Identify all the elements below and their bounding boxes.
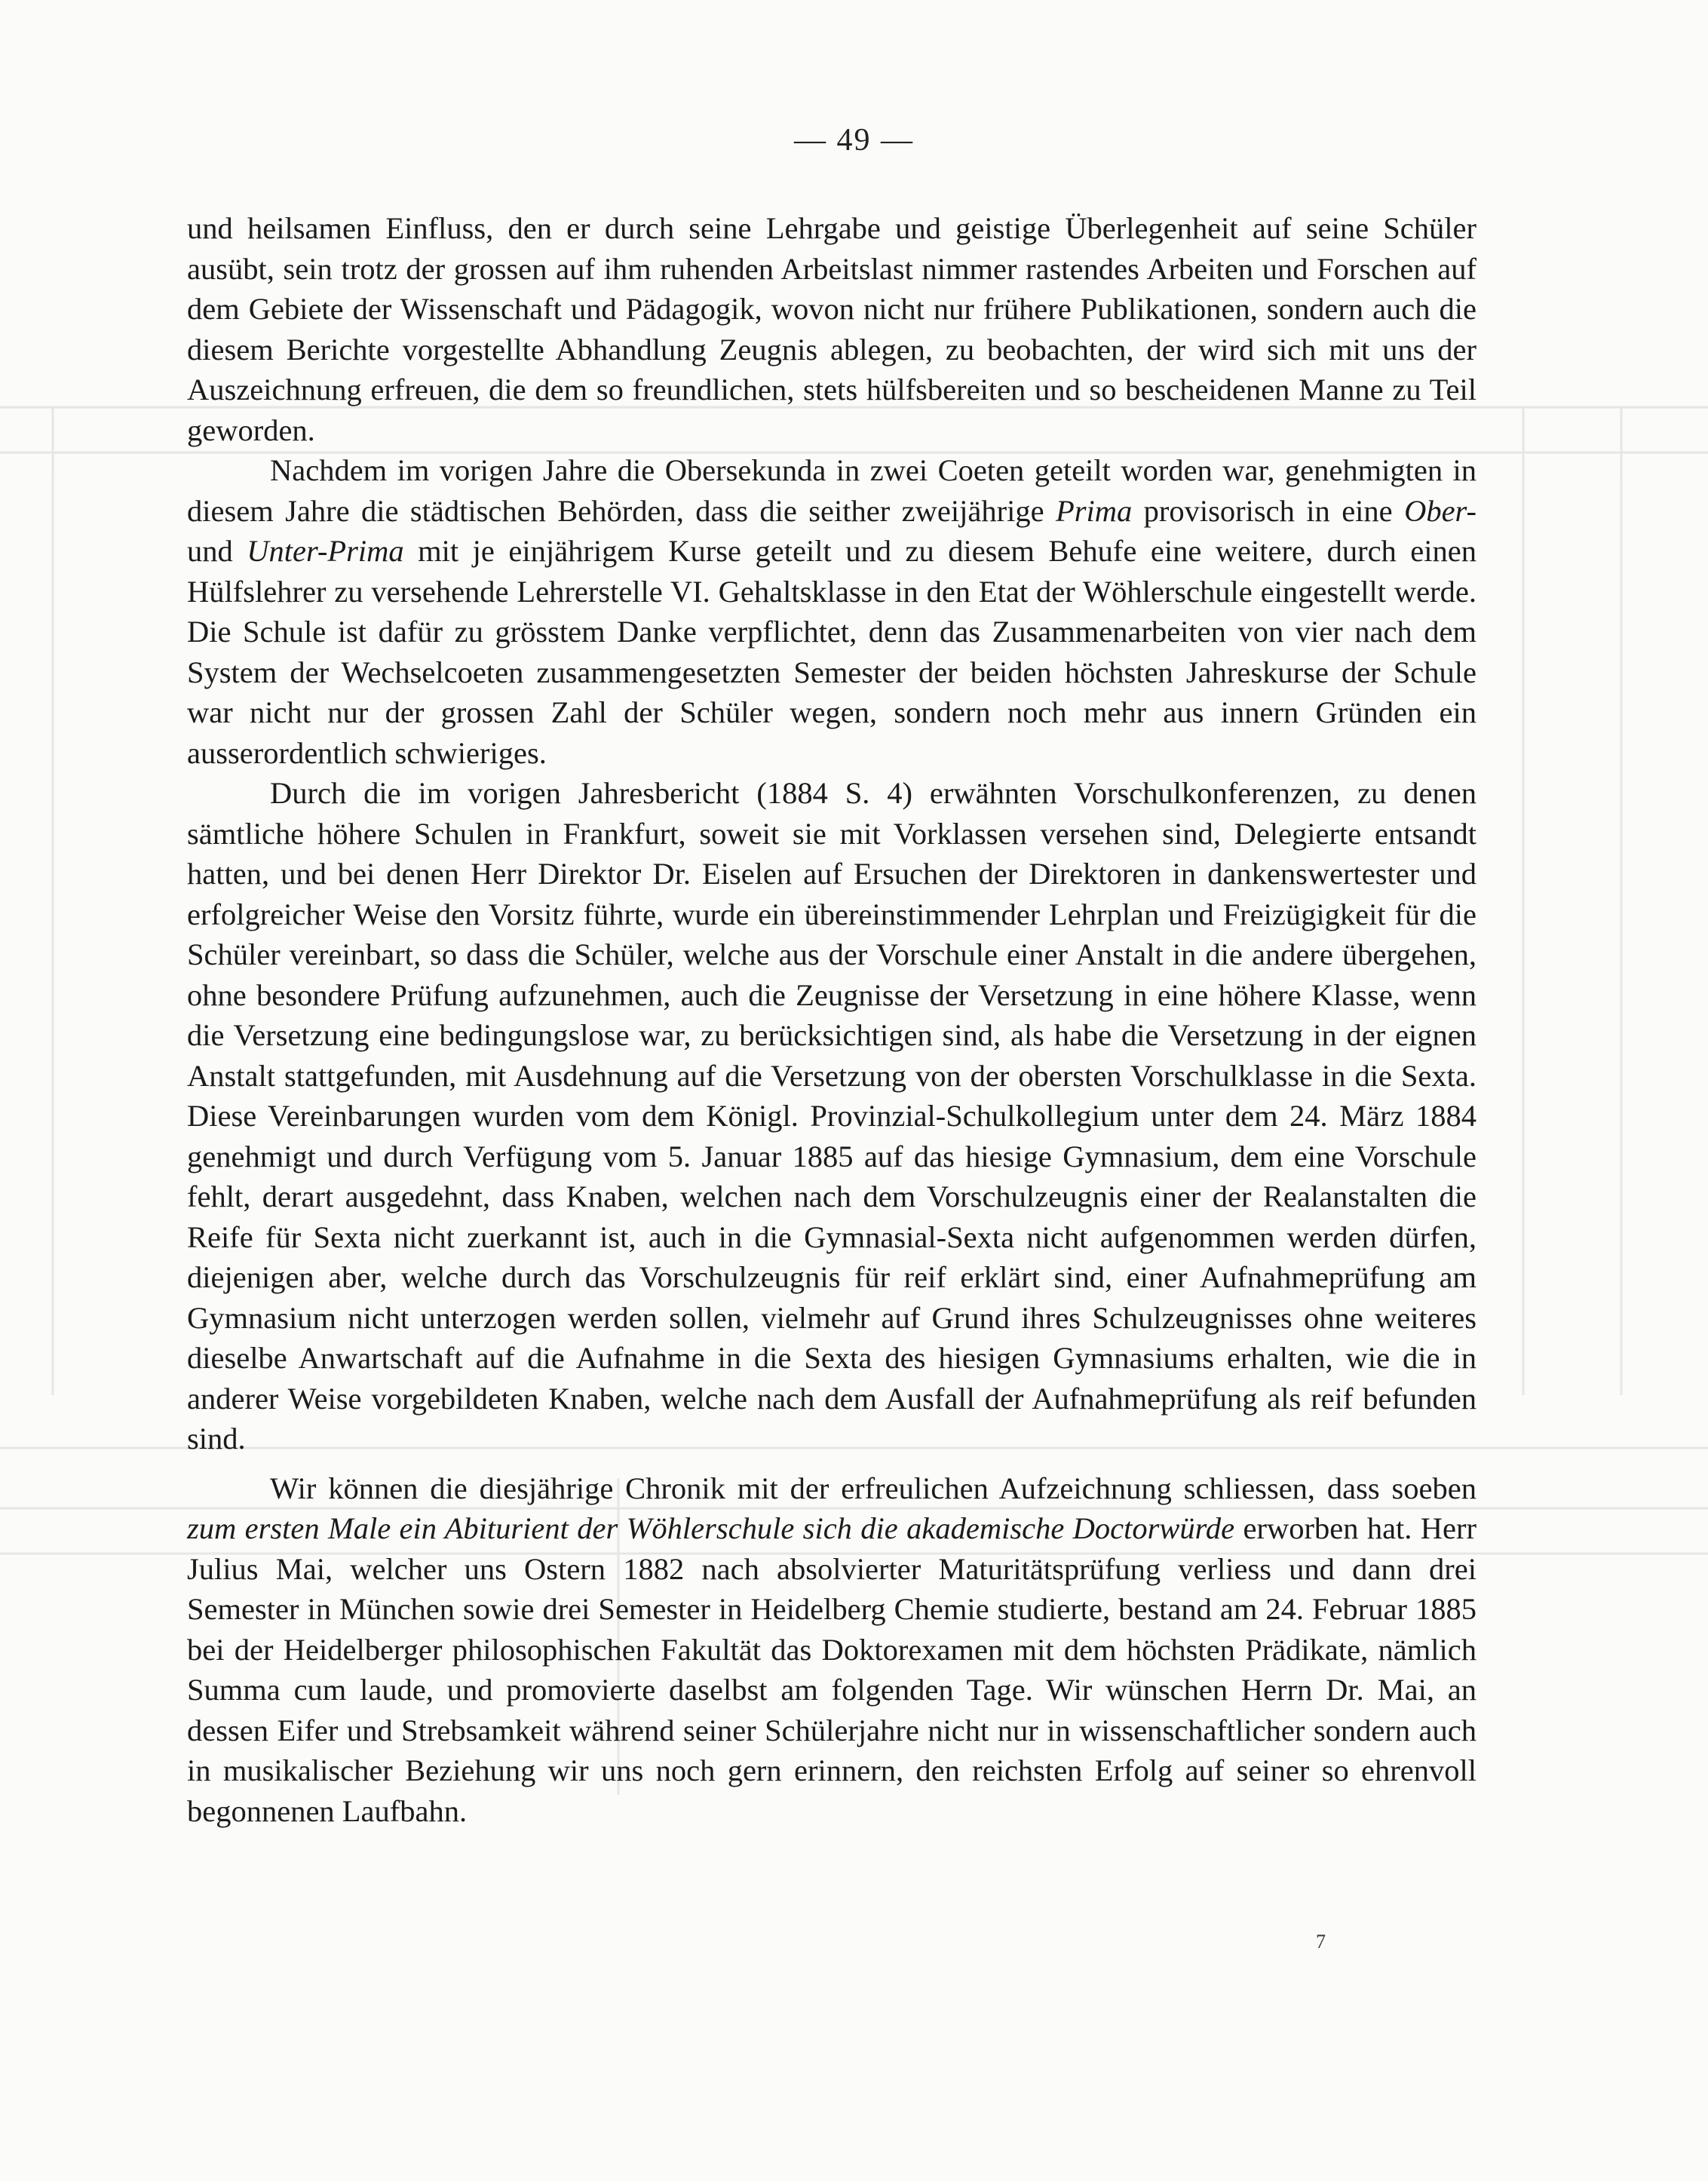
paragraph-text: Wir können die diesjährige Chronik mit der erfreulichen Aufzeichnung schliessen, dass soeben [270, 1471, 1476, 1505]
italic-term-unter-prima: Unter-Prima [247, 534, 404, 568]
italic-term-ober: Ober- [1404, 493, 1476, 528]
paragraph-2 [187, 450, 1476, 773]
italic-emphasis: zum ersten Male ein Abiturient der Wöhlerschule sich die akademische Doctorwürde [187, 1511, 1235, 1545]
paragraph-text: und [187, 534, 247, 568]
italic-term-prima: Prima [1055, 493, 1133, 528]
body-text [187, 208, 1476, 1831]
paragraph-4 [187, 1468, 1476, 1832]
page-number: — 49 — [794, 123, 914, 158]
paragraph-text: erworben hat. Herr Julius Mai, welcher uns Ostern 1882 nach absolvierter Maturitätsprüfung verliess und dann drei Semester in München sowie drei Semester in Heidelberg Chemie studierte, bestand am 24. Februar 1885 bei der Heidelberger philosophischen Fakultät das Doktorexamen mit dem höchsten Prädikate, nämlich Summa cum laude, und promovierte daselbst am folgenden Tage. Wir wünschen Herrn Dr. Mai, an dessen Eifer und Strebsamkeit während seiner Schülerjahre nicht nur in wissenschaftlicher sondern auch in musikalischer Beziehung wir uns noch gern erinnern, den reichsten Erfolg auf seiner so ehrenvoll begonnenen Laufbahn. [187, 1511, 1476, 1828]
paragraph-3 [187, 773, 1476, 1459]
signature-mark: 7 [1316, 1931, 1326, 1952]
paragraph-1 [187, 208, 1476, 450]
paragraph-text: provisorisch in eine [1132, 493, 1405, 528]
paragraph-text: Durch die im vorigen Jahresbericht (1884 S. 4) erwähnten Vorschulkonferenzen, zu denen sämtliche höhere Schulen in Frankfurt, soweit sie mit Vorklassen versehen sind, Delegierte entsandt hatten, und bei denen Herr Direktor Dr. Eiselen auf Ersuchen der Direktoren in dankenswertester und erfolgreicher Weise den Vorsitz führte, wurde ein übereinstimmender Lehrplan und Freizügigkeit für die Schüler vereinbart, so dass die Schüler, welche aus der Vorschule einer Anstalt in die andere übergehen, ohne besondere Prüfung aufzunehmen, auch die Zeugnisse der Versetzung in eine höhere Klasse, wenn die Versetzung eine bedingungslose war, zu berücksichtigen sind, als habe die Versetzung in der eignen Anstalt stattgefunden, mit Ausdehnung auf die Versetzung von der obersten Vorschulklasse in die Sexta. Diese Vereinbarungen wurden vom dem Königl. Provinzial-Schulkollegium unter dem 24. März 1884 genehmigt und durch Verfügung vom 5. Januar 1885 auf das hiesige Gymnasium, dem eine Vorschule fehlt, derart ausgedehnt, dass Knaben, welchen nach dem Vorschulzeugnis einer der Realanstalten die Reife für Sexta nicht zuerkannt ist, auch in die Gymnasial-Sexta nicht aufgenommen werden dürfen, diejenigen aber, welche durch das Vorschulzeugnis für reif erklärt sind, einer Aufnahmeprüfung am Gymnasium nicht unterzogen werden sollen, vielmehr auf Grund ihres Schulzeugnisses ohne weiteres dieselbe Anwartschaft auf die Aufnahme in die Sexta des hiesigen Gymnasiums erhalten, wie die in anderer Weise vorgebildeten Knaben, welche nach dem Ausfall der Aufnahmeprüfung als reif befunden sind. [187, 776, 1476, 1456]
paragraph-text: und heilsamen Einfluss, den er durch seine Lehrgabe und geistige Überlegenheit auf seine Schüler ausübt, sein trotz der grossen auf ihm ruhenden Arbeitslast nimmer rastendes Arbeiten und Forschen auf dem Gebiete der Wissenschaft und Pädagogik, wovon nicht nur frühere Publikationen, sondern auch die diesem Berichte vorgestellte Abhandlung Zeugnis ablegen, zu beobachten, der wird sich mit uns der Auszeichnung erfreuen, die dem so freundlichen, stets hülfsbereiten und so bescheidenen Manne zu Teil geworden. [187, 211, 1476, 447]
paragraph-text: mit je einjährigem Kurse geteilt und zu diesem Behufe eine weitere, durch einen Hülfslehrer zu versehende Lehrerstelle VI. Gehaltsklasse in den Etat der Wöhlerschule eingestellt werde. Die Schule ist dafür zu grösstem Danke verpflichtet, denn das Zusammenarbeiten von vier nach dem System der Wechselcoeten zusammengesetzten Semester der beiden höchsten Jahreskurse der Schule war nicht nur der grossen Zahl der Schüler wegen, sondern noch mehr aus innern Gründen ein ausserordentlich schwieriges. [187, 534, 1476, 770]
paragraph-text: Nachdem im vorigen Jahre die Obersekunda in zwei Coeten geteilt worden war, genehmigten in diesem Jahre die städtischen Behörden, dass die seither zweijährige [187, 453, 1476, 528]
